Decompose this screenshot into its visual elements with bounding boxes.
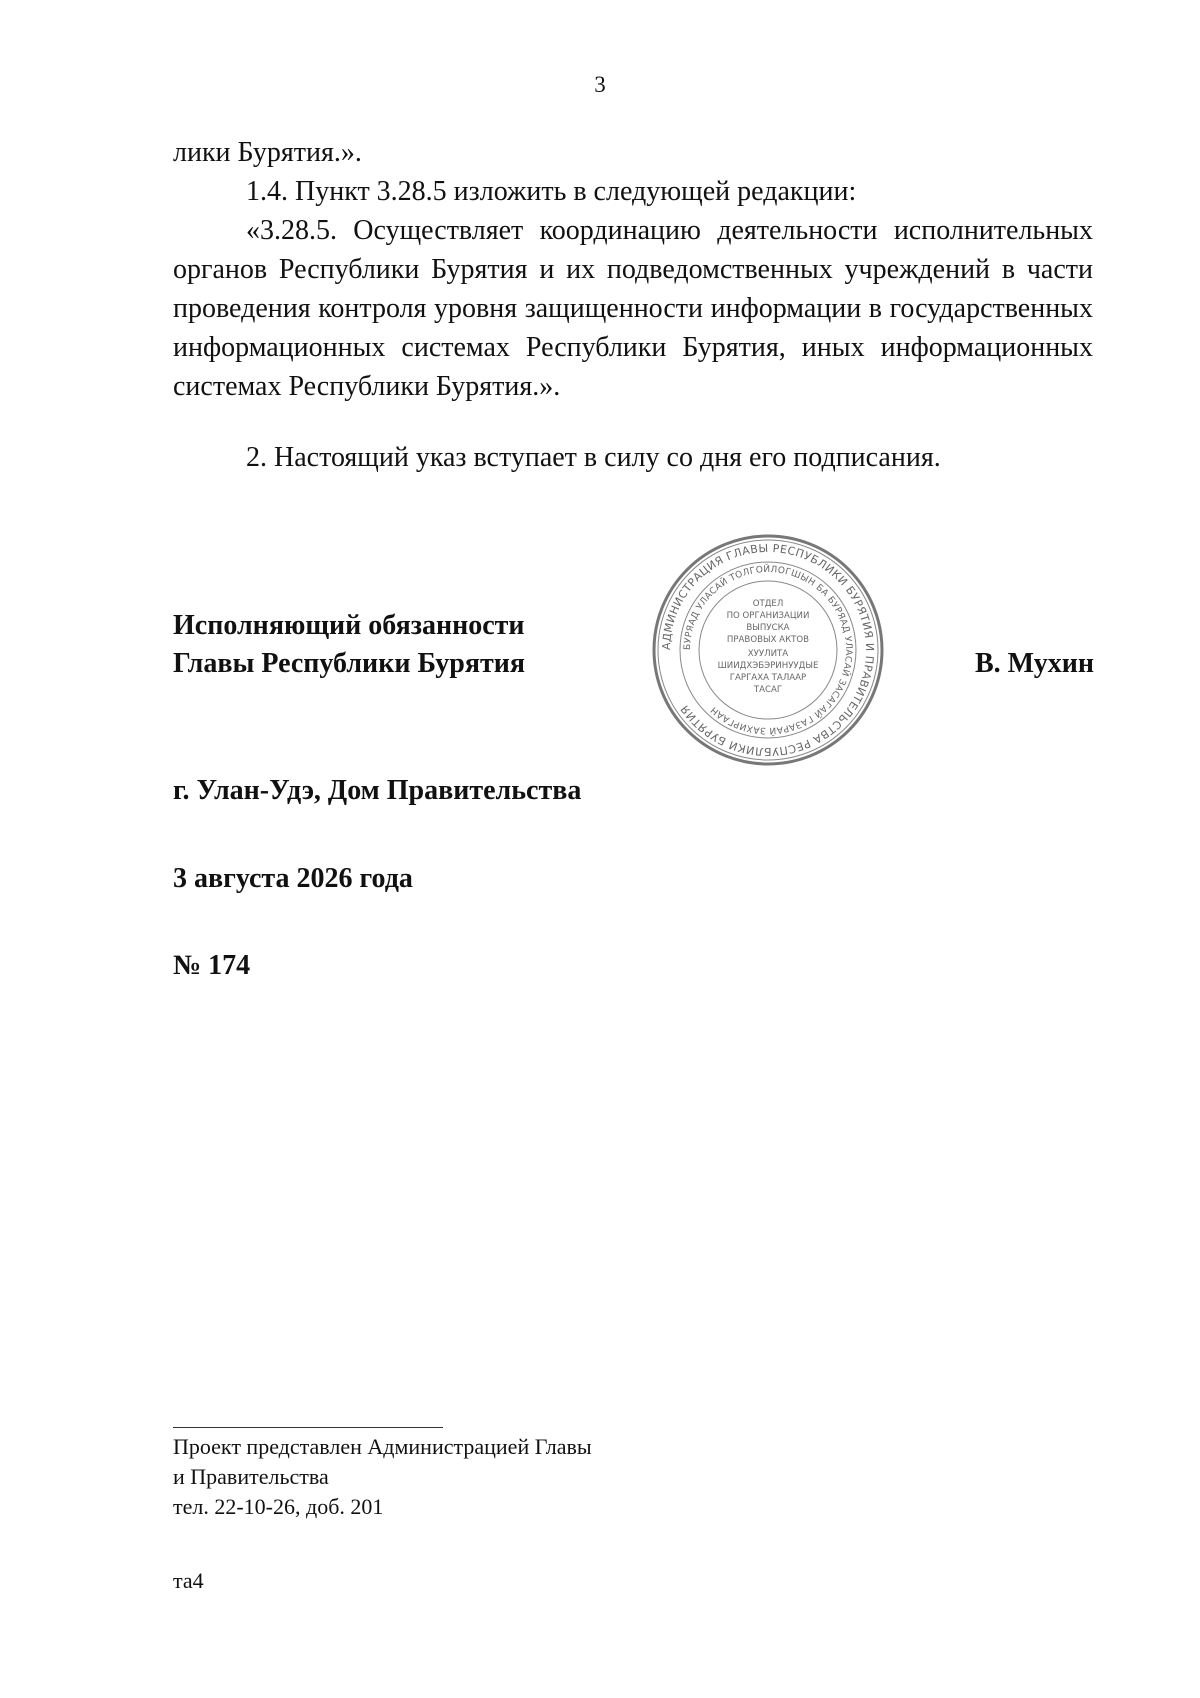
document-code: та4 xyxy=(173,1568,204,1593)
signatory-title-line2: Главы Республики Бурятия xyxy=(173,648,526,679)
date: 3 августа 2026 года xyxy=(173,863,413,894)
footnote-line-1: Проект представлен Администрацией Главы xyxy=(173,1434,592,1459)
seal-outer-text: АДМИНИСТРАЦИЯ ГЛАВЫ РЕСПУБЛИКИ БУРЯТИЯ И ПРАВИТЕЛЬСТВА РЕСПУБЛИКИ БУРЯТИЯ xyxy=(659,541,877,759)
seal-center-line-8: ТАСАГ xyxy=(753,685,783,695)
seal-center-line-2: ПО ОРГАНИЗАЦИИ xyxy=(726,611,810,621)
signatory-name: В. Мухин xyxy=(975,648,1094,679)
seal-center-line-7: ГАРГАХА ТАЛААР xyxy=(729,673,807,683)
seal-center-line-3: ВЫПУСКА xyxy=(746,623,790,633)
seal-center-line-1: ОТДЕЛ xyxy=(752,599,784,609)
seal-center-line-5: ХУУЛИТА xyxy=(747,649,789,659)
document-number: № 174 xyxy=(173,950,251,981)
seal-inner-text: БУРЯАД УЛАСАЙ ТОЛГОЙЛОГШЫН БА БУРЯАД УЛАСАЙ ЗАСАГАЙ ГАЗАРАЙ ЗАХИРГААН xyxy=(682,564,854,736)
body-paragraph-1: лики Бурятия.». xyxy=(173,137,362,168)
footnote-divider xyxy=(173,1427,443,1428)
footnote-line-3: тел. 22-10-26, доб. 201 xyxy=(173,1494,384,1519)
official-seal xyxy=(650,532,886,768)
page-number: 3 xyxy=(594,72,606,97)
seal-center-line-4: ПРАВОВЫХ АКТОВ xyxy=(726,635,810,645)
signatory-title-line1: Исполняющий обязанности xyxy=(173,610,525,641)
body-paragraph-3: «3.28.5. Осуществляет координацию деятельности исполнительных органов Республики Бурятия и их подведомственных учреждений в части проведения контроля уровня защищенности информации в государственных информационных системах Республики Бурятия, иных информационных системах Республики Бурятия.». xyxy=(173,215,1093,402)
seal-center-line-6: ШИИДХЭБЭРИНУУДЫЕ xyxy=(717,661,819,671)
place: г. Улан-Удэ, Дом Правительства xyxy=(173,775,582,806)
body-paragraph-2: 1.4. Пункт 3.28.5 изложить в следующей редакции: xyxy=(246,176,857,207)
footnote-line-2: и Правительства xyxy=(173,1464,329,1489)
body-paragraph-4: 2. Настоящий указ вступает в силу со дня его подписания. xyxy=(246,442,941,473)
